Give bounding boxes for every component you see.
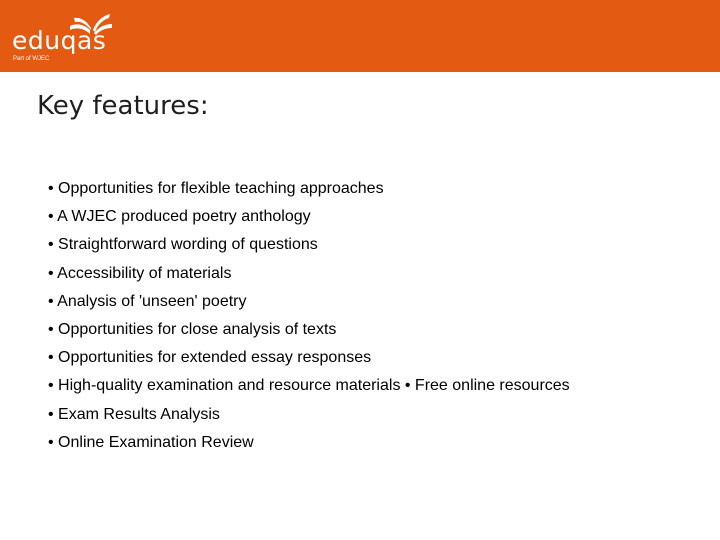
brand-name: eduqas: [12, 26, 107, 55]
list-item: • Exam Results Analysis: [48, 405, 220, 423]
header-bar: [0, 0, 720, 72]
slide-title: Key features:: [37, 91, 209, 121]
list-item: • Analysis of 'unseen' poetry: [48, 292, 247, 310]
list-item: • A WJEC produced poetry anthology: [48, 208, 311, 226]
list-item: • Opportunities for flexible teaching approaches: [48, 180, 384, 197]
list-item: • Accessibility of materials: [48, 264, 232, 282]
list-item: • Opportunities for extended essay responses: [48, 349, 372, 367]
brand-tagline: Part of WJEC: [13, 56, 50, 62]
list-item: • High-quality examination and resource materials • Free online resources: [48, 377, 570, 395]
key-features-list: [48, 175, 570, 457]
eduqas-logo[interactable]: [12, 8, 122, 64]
list-item: • Opportunities for close analysis of texts: [48, 320, 337, 338]
list-item: • Straightforward wording of questions: [48, 236, 318, 254]
list-item: • Online Examination Review: [48, 433, 254, 451]
